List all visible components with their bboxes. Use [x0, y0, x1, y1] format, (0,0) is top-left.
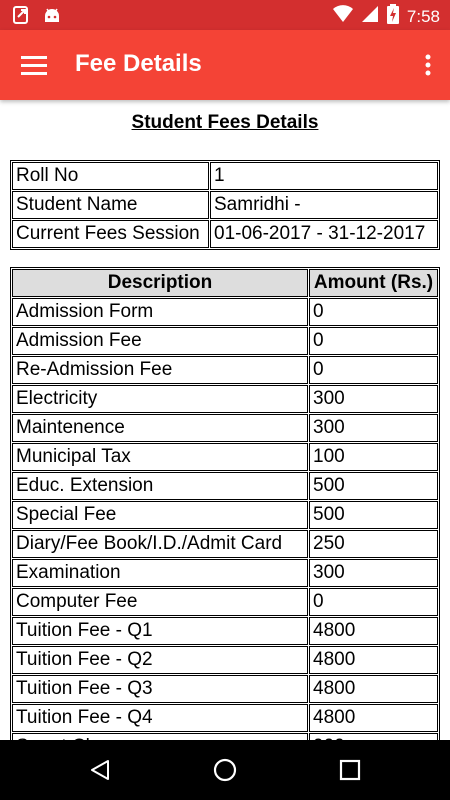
- fee-description: Diary/Fee Book/I.D./Admit Card: [12, 530, 308, 558]
- fee-description: Tuition Fee - Q3: [12, 675, 308, 703]
- signal-icon: [361, 5, 379, 28]
- home-icon: [212, 757, 238, 783]
- table-row: [12, 327, 438, 355]
- recents-icon: [339, 759, 361, 781]
- table-row: [12, 220, 438, 248]
- roll-no-label: Roll No: [12, 162, 209, 190]
- fee-description: Educ. Extension: [12, 472, 308, 500]
- more-vert-icon: [425, 54, 431, 76]
- table-row: [12, 298, 438, 326]
- amount-column-header: Amount (Rs.): [309, 269, 438, 297]
- table-row: [12, 530, 438, 558]
- fee-description: Electricity: [12, 385, 308, 413]
- fees-session-value: 01-06-2017 - 31-12-2017: [210, 220, 438, 248]
- table-row: [12, 646, 438, 674]
- fee-amount: 100: [309, 443, 438, 471]
- battery-charging-icon: [387, 4, 399, 29]
- content-area[interactable]: [0, 100, 450, 740]
- roll-no-value: 1: [210, 162, 438, 190]
- fee-details-table: [10, 267, 440, 763]
- fees-session-label: Current Fees Session: [12, 220, 209, 248]
- hamburger-menu-button[interactable]: [14, 47, 54, 83]
- fee-description: Municipal Tax: [12, 443, 308, 471]
- fee-description: Tuition Fee - Q2: [12, 646, 308, 674]
- fee-description: Re-Admission Fee: [12, 356, 308, 384]
- back-button[interactable]: [84, 754, 116, 786]
- table-row: [12, 443, 438, 471]
- table-row: [12, 675, 438, 703]
- description-column-header: Description: [12, 269, 308, 297]
- table-row: [12, 414, 438, 442]
- status-time: 7:58: [406, 6, 440, 26]
- table-row: [12, 559, 438, 587]
- student-info-table: [10, 160, 440, 250]
- table-row: [12, 501, 438, 529]
- section-heading: Student Fees Details: [131, 112, 319, 133]
- fee-amount: 500: [309, 472, 438, 500]
- fee-amount: 0: [309, 327, 438, 355]
- fee-description: Admission Form: [12, 298, 308, 326]
- fee-amount: 4800: [309, 704, 438, 732]
- fee-amount: 250: [309, 530, 438, 558]
- fee-amount: 300: [309, 559, 438, 587]
- fee-amount: 300: [309, 414, 438, 442]
- table-row: [12, 588, 438, 616]
- table-row: [12, 704, 438, 732]
- app-bar: [0, 30, 450, 100]
- fee-description: Tuition Fee - Q1: [12, 617, 308, 645]
- student-name-value: Samridhi -: [210, 191, 438, 219]
- fee-description: Tuition Fee - Q4: [12, 704, 308, 732]
- fee-amount: 0: [309, 356, 438, 384]
- system-nav-bar: [0, 740, 450, 800]
- back-icon: [88, 758, 112, 782]
- recents-button[interactable]: [334, 754, 366, 786]
- table-row: [12, 472, 438, 500]
- fee-amount: 4800: [309, 675, 438, 703]
- hamburger-menu-icon: [21, 55, 47, 75]
- table-row: [12, 162, 438, 190]
- status-right: [333, 4, 440, 29]
- wifi-icon: [333, 5, 353, 28]
- fee-amount: 4800: [309, 617, 438, 645]
- student-name-label: Student Name: [12, 191, 209, 219]
- fee-amount: 0: [309, 298, 438, 326]
- table-row: [12, 617, 438, 645]
- fee-amount: 300: [309, 385, 438, 413]
- fee-description: Admission Fee: [12, 327, 308, 355]
- overflow-menu-button[interactable]: [418, 48, 438, 82]
- home-button[interactable]: [209, 754, 241, 786]
- table-row: [12, 356, 438, 384]
- fee-amount: 4800: [309, 646, 438, 674]
- notification-app-icon: [12, 5, 32, 30]
- table-header-row: [12, 269, 438, 297]
- status-left-icons: [12, 5, 62, 30]
- table-row: [12, 385, 438, 413]
- fee-description: Examination: [12, 559, 308, 587]
- status-bar: [0, 0, 450, 30]
- fee-description: Maintenence: [12, 414, 308, 442]
- fee-amount: 500: [309, 501, 438, 529]
- fee-amount: 0: [309, 588, 438, 616]
- page-title: Fee Details: [75, 50, 202, 77]
- android-icon: [42, 5, 62, 30]
- fee-description: Computer Fee: [12, 588, 308, 616]
- fee-description: Special Fee: [12, 501, 308, 529]
- table-row: [12, 191, 438, 219]
